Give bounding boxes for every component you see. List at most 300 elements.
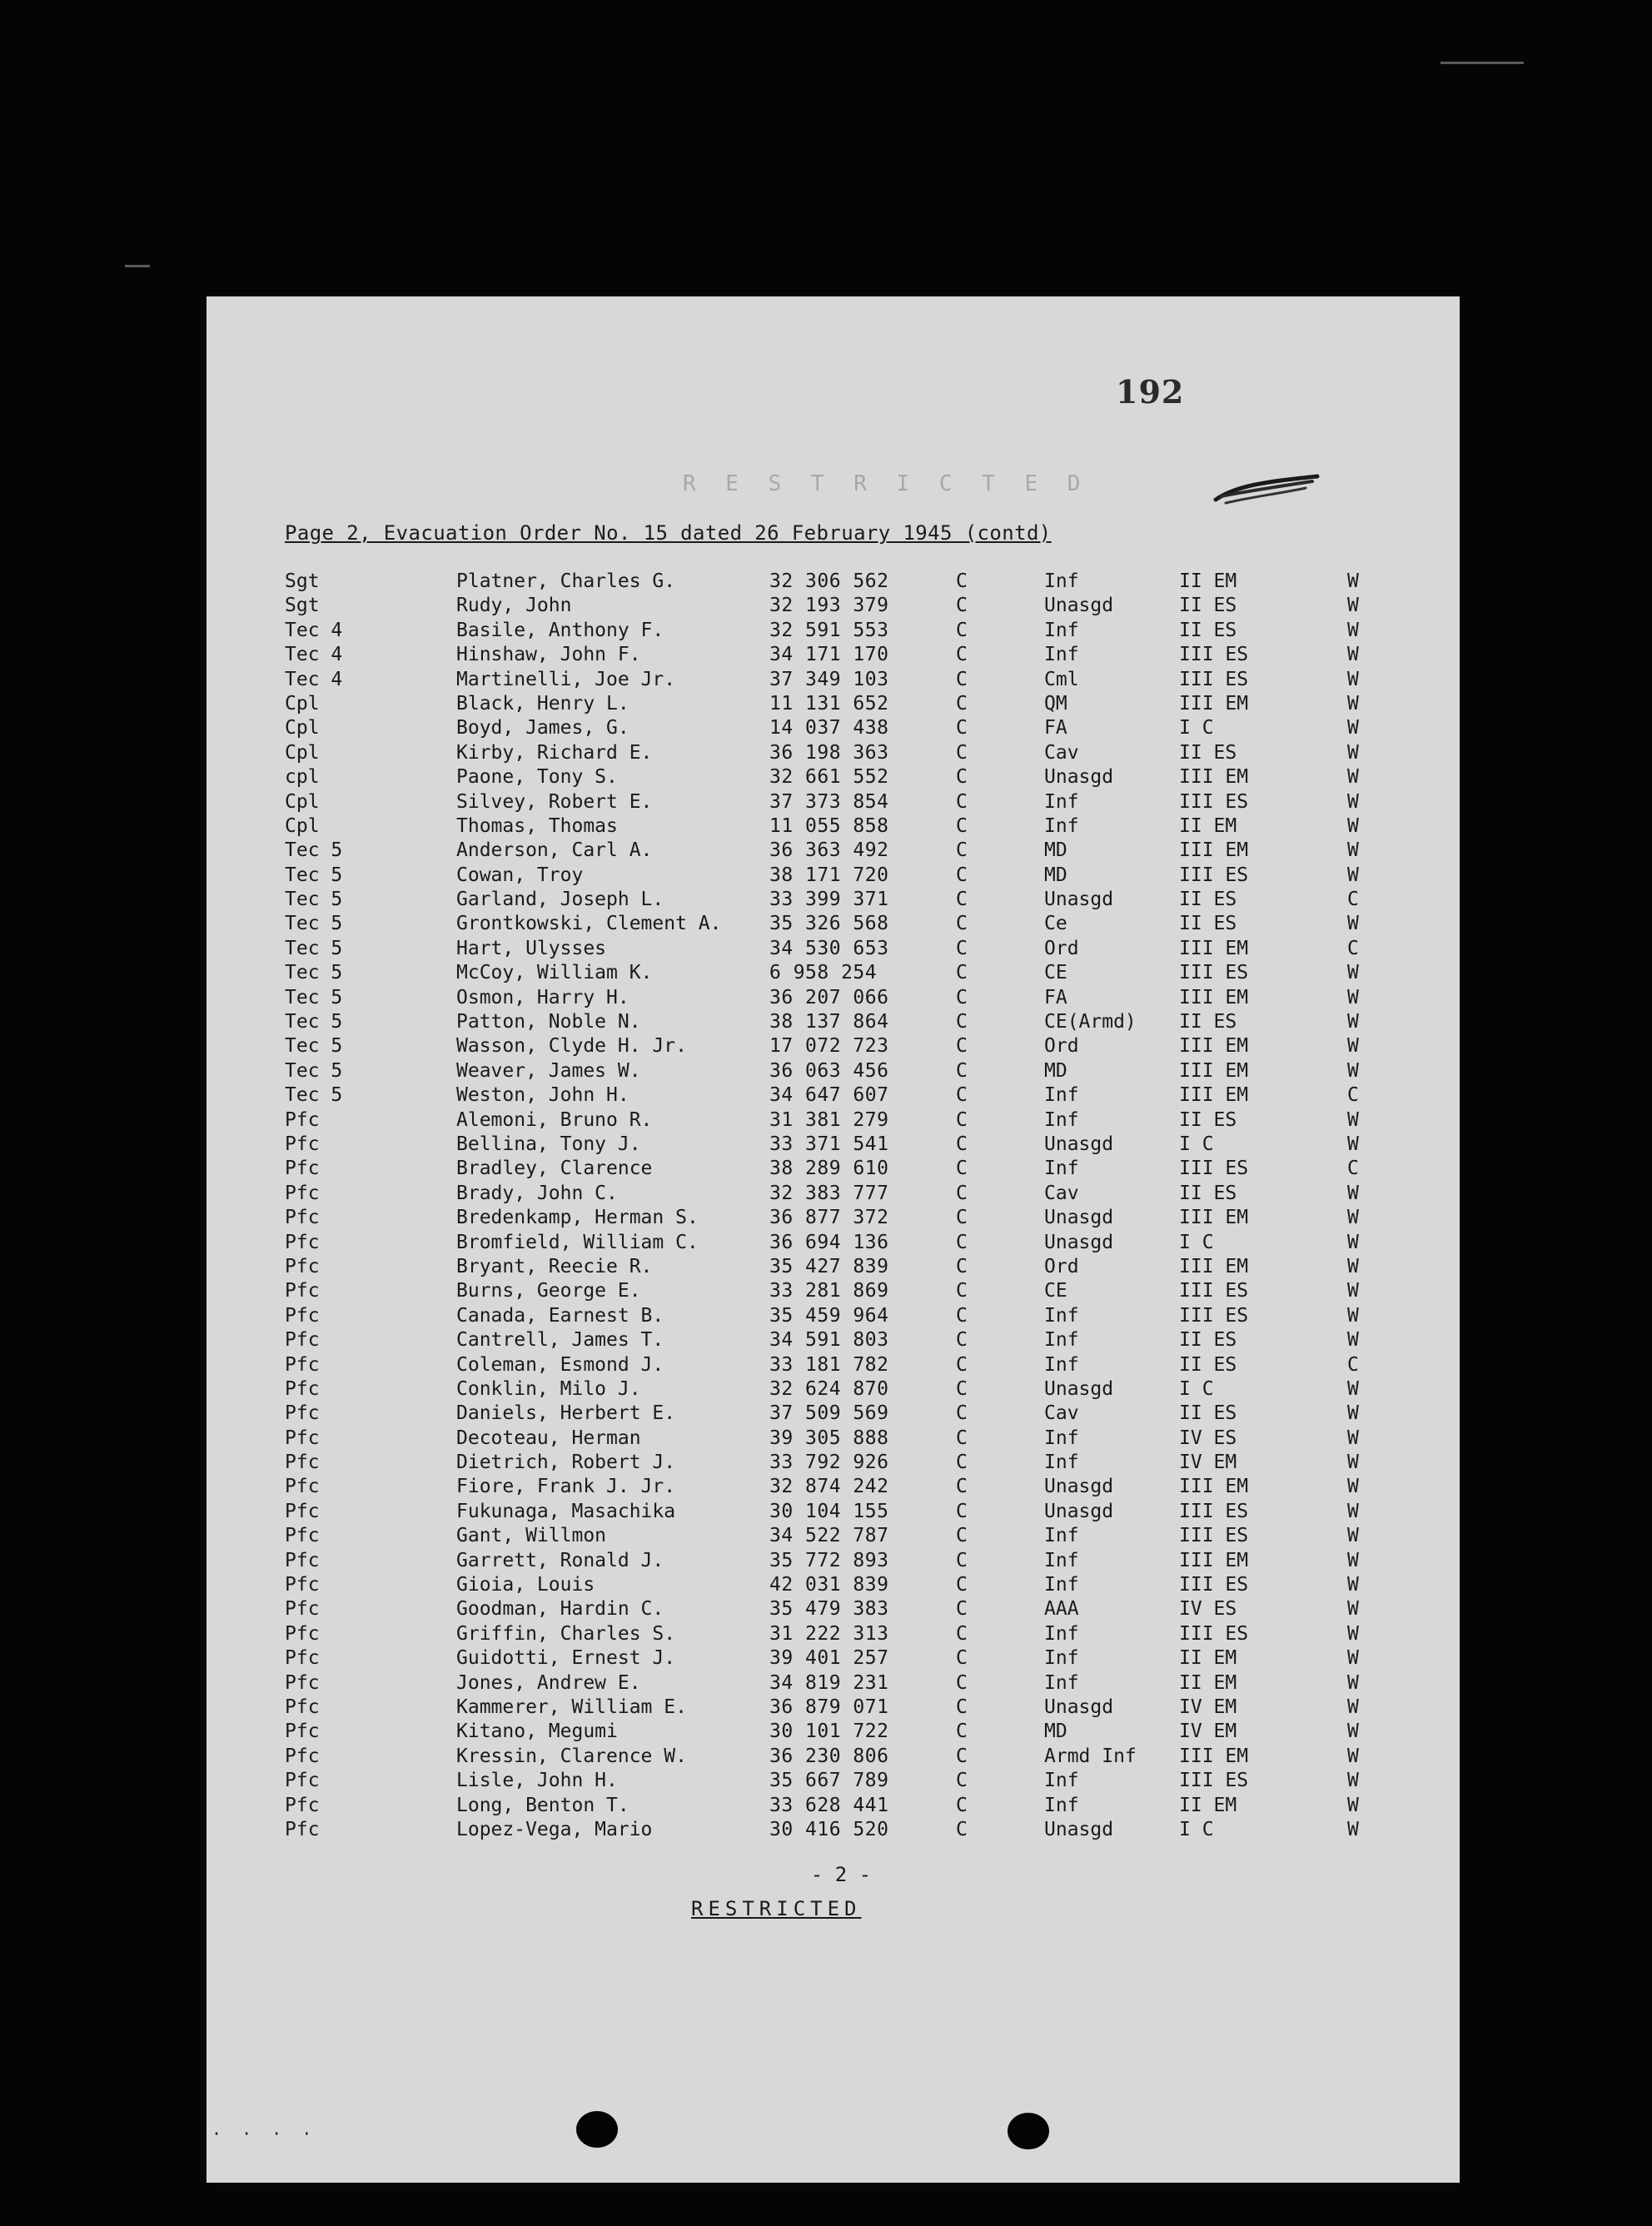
- status-cell: C: [956, 1329, 968, 1352]
- status-cell: C: [956, 1549, 968, 1571]
- roster-row: [285, 839, 1401, 863]
- class-cell: II ES: [1179, 1108, 1237, 1131]
- status-cell: C: [956, 1574, 968, 1596]
- class-cell: III EM: [1179, 839, 1249, 862]
- roster-row: [285, 1279, 1401, 1303]
- status-cell: C: [956, 1158, 968, 1180]
- page-header: Page 2, Evacuation Order No. 15 dated 26 February 1945 (contd): [285, 521, 1052, 545]
- status-cell: C: [956, 668, 968, 690]
- serial-number-cell: 33 399 371: [769, 889, 889, 911]
- serial-number-cell: 32 874 242: [769, 1476, 889, 1498]
- name-cell: Black, Henry L.: [456, 692, 629, 715]
- branch-cell: Unasgd: [1044, 1818, 1114, 1840]
- branch-cell: QM: [1044, 692, 1067, 715]
- rank-cell: Pfc: [285, 1207, 320, 1229]
- name-cell: Dietrich, Robert J.: [456, 1452, 676, 1474]
- class-cell: I C: [1179, 1231, 1214, 1253]
- disposition-cell: C: [1347, 889, 1359, 911]
- name-cell: Decoteau, Herman: [456, 1427, 641, 1449]
- roster-row: [285, 1818, 1401, 1842]
- class-cell: II ES: [1179, 889, 1237, 911]
- disposition-cell: W: [1347, 1329, 1359, 1352]
- roster-row: [285, 1745, 1401, 1769]
- class-cell: II EM: [1179, 1671, 1237, 1694]
- branch-cell: Inf: [1044, 1084, 1079, 1107]
- branch-cell: Inf: [1044, 1304, 1079, 1327]
- branch-cell: MD: [1044, 864, 1067, 886]
- disposition-cell: W: [1347, 741, 1359, 764]
- punch-hole: [576, 2111, 618, 2148]
- status-cell: C: [956, 1794, 968, 1816]
- status-cell: C: [956, 1476, 968, 1498]
- status-cell: C: [956, 766, 968, 789]
- status-cell: C: [956, 1231, 968, 1253]
- class-cell: II ES: [1179, 1329, 1237, 1352]
- serial-number-cell: 30 416 520: [769, 1818, 889, 1840]
- rank-cell: Pfc: [285, 1304, 320, 1327]
- branch-cell: Cav: [1044, 1182, 1079, 1204]
- serial-number-cell: 34 591 803: [769, 1329, 889, 1352]
- disposition-cell: W: [1347, 962, 1359, 984]
- branch-cell: Ord: [1044, 1255, 1079, 1277]
- roster-row: [285, 1769, 1401, 1793]
- roster-row: [285, 937, 1401, 961]
- name-cell: Brady, John C.: [456, 1182, 618, 1204]
- name-cell: Bredenkamp, Herman S.: [456, 1207, 699, 1229]
- name-cell: Hinshaw, John F.: [456, 644, 641, 666]
- disposition-cell: W: [1347, 1133, 1359, 1155]
- roster-row: [285, 986, 1401, 1010]
- serial-number-cell: 11 055 858: [769, 814, 889, 837]
- serial-number-cell: 32 306 562: [769, 570, 889, 592]
- class-cell: III ES: [1179, 644, 1249, 666]
- disposition-cell: W: [1347, 1427, 1359, 1449]
- disposition-cell: W: [1347, 644, 1359, 666]
- name-cell: Platner, Charles G.: [456, 570, 676, 592]
- name-cell: Alemoni, Bruno R.: [456, 1108, 653, 1131]
- branch-cell: Inf: [1044, 1427, 1079, 1449]
- punch-hole: [1008, 2113, 1049, 2149]
- class-cell: III EM: [1179, 937, 1249, 959]
- class-cell: II EM: [1179, 570, 1237, 592]
- serial-number-cell: 6 958 254: [769, 962, 878, 984]
- disposition-cell: W: [1347, 1011, 1359, 1033]
- branch-cell: Ord: [1044, 937, 1079, 959]
- branch-cell: Unasgd: [1044, 1231, 1114, 1253]
- branch-cell: Inf: [1044, 1353, 1079, 1376]
- name-cell: Conklin, Milo J.: [456, 1377, 641, 1400]
- class-cell: III ES: [1179, 1770, 1249, 1792]
- class-cell: III ES: [1179, 864, 1249, 886]
- disposition-cell: W: [1347, 1182, 1359, 1204]
- status-cell: C: [956, 1427, 968, 1449]
- rank-cell: Sgt: [285, 595, 320, 617]
- name-cell: Basile, Anthony F.: [456, 619, 664, 641]
- roster-row: [285, 1646, 1401, 1671]
- rank-cell: Pfc: [285, 1427, 320, 1449]
- serial-number-cell: 32 193 379: [769, 595, 889, 617]
- status-cell: C: [956, 1133, 968, 1155]
- roster-row: [285, 594, 1401, 618]
- disposition-cell: W: [1347, 839, 1359, 862]
- stamped-page-number: 192: [1116, 373, 1185, 411]
- name-cell: Anderson, Carl A.: [456, 839, 653, 862]
- status-cell: C: [956, 1059, 968, 1082]
- roster-row: [285, 1133, 1401, 1157]
- name-cell: Garrett, Ronald J.: [456, 1549, 664, 1571]
- disposition-cell: W: [1347, 1108, 1359, 1131]
- rank-cell: Pfc: [285, 1500, 320, 1522]
- serial-number-cell: 37 349 103: [769, 668, 889, 690]
- serial-number-cell: 36 877 372: [769, 1207, 889, 1229]
- name-cell: Griffin, Charles S.: [456, 1622, 676, 1645]
- name-cell: Rudy, John: [456, 595, 572, 617]
- status-cell: C: [956, 839, 968, 862]
- status-cell: C: [956, 1377, 968, 1400]
- serial-number-cell: 11 131 652: [769, 692, 889, 715]
- serial-number-cell: 34 647 607: [769, 1084, 889, 1107]
- class-cell: II EM: [1179, 814, 1237, 837]
- rank-cell: Sgt: [285, 570, 320, 592]
- serial-number-cell: 33 281 869: [769, 1280, 889, 1302]
- scan-artifact: [1441, 62, 1524, 64]
- class-cell: III ES: [1179, 1622, 1249, 1645]
- name-cell: Burns, George E.: [456, 1280, 641, 1302]
- disposition-cell: W: [1347, 1452, 1359, 1474]
- roster-row: [285, 1255, 1401, 1279]
- rank-cell: Tec 5: [285, 1059, 343, 1082]
- branch-cell: Inf: [1044, 1525, 1079, 1547]
- roster-row: [285, 1622, 1401, 1646]
- status-cell: C: [956, 962, 968, 984]
- status-cell: C: [956, 1084, 968, 1107]
- rank-cell: Tec 5: [285, 864, 343, 886]
- branch-cell: MD: [1044, 1721, 1067, 1743]
- name-cell: Wasson, Clyde H. Jr.: [456, 1035, 687, 1058]
- disposition-cell: W: [1347, 1647, 1359, 1670]
- disposition-cell: W: [1347, 986, 1359, 1008]
- serial-number-cell: 32 591 553: [769, 619, 889, 641]
- disposition-cell: C: [1347, 1158, 1359, 1180]
- roster-row: [285, 1500, 1401, 1524]
- branch-cell: Inf: [1044, 1452, 1079, 1474]
- class-cell: III ES: [1179, 1304, 1249, 1327]
- class-cell: II EM: [1179, 1794, 1237, 1816]
- status-cell: C: [956, 1353, 968, 1376]
- rank-cell: Pfc: [285, 1353, 320, 1376]
- roster-row: [285, 1353, 1401, 1377]
- rank-cell: Tec 5: [285, 839, 343, 862]
- roster-row: [285, 1451, 1401, 1475]
- serial-number-cell: 38 289 610: [769, 1158, 889, 1180]
- serial-number-cell: 36 230 806: [769, 1745, 889, 1767]
- branch-cell: MD: [1044, 1059, 1067, 1082]
- disposition-cell: W: [1347, 1402, 1359, 1425]
- class-cell: II ES: [1179, 741, 1237, 764]
- rank-cell: Pfc: [285, 1622, 320, 1645]
- disposition-cell: W: [1347, 595, 1359, 617]
- name-cell: Bryant, Reecie R.: [456, 1255, 653, 1277]
- roster-row: [285, 619, 1401, 643]
- branch-cell: Inf: [1044, 570, 1079, 592]
- branch-cell: Unasgd: [1044, 1377, 1114, 1400]
- rank-cell: Pfc: [285, 1549, 320, 1571]
- rank-cell: Tec 5: [285, 1011, 343, 1033]
- status-cell: C: [956, 1280, 968, 1302]
- rank-cell: Pfc: [285, 1770, 320, 1792]
- name-cell: Osmon, Harry H.: [456, 986, 629, 1008]
- disposition-cell: W: [1347, 1035, 1359, 1058]
- roster-row: [285, 814, 1401, 839]
- status-cell: C: [956, 986, 968, 1008]
- status-cell: C: [956, 1671, 968, 1694]
- status-cell: C: [956, 1525, 968, 1547]
- disposition-cell: W: [1347, 1818, 1359, 1840]
- serial-number-cell: 34 171 170: [769, 644, 889, 666]
- name-cell: Garland, Joseph L.: [456, 889, 664, 911]
- name-cell: Coleman, Esmond J.: [456, 1353, 664, 1376]
- disposition-cell: W: [1347, 1059, 1359, 1082]
- branch-cell: Cav: [1044, 1402, 1079, 1425]
- rank-cell: Cpl: [285, 717, 320, 740]
- roster-row: [285, 643, 1401, 667]
- branch-cell: Cml: [1044, 668, 1079, 690]
- status-cell: C: [956, 1745, 968, 1767]
- roster-row: [285, 1720, 1401, 1744]
- class-cell: I C: [1179, 717, 1214, 740]
- name-cell: Bradley, Clarence: [456, 1158, 653, 1180]
- roster-row: [285, 1010, 1401, 1034]
- branch-cell: Inf: [1044, 790, 1079, 813]
- status-cell: C: [956, 1647, 968, 1670]
- roster-row: [285, 741, 1401, 765]
- rank-cell: Pfc: [285, 1671, 320, 1694]
- serial-number-cell: 35 326 568: [769, 913, 889, 935]
- roster-row: [285, 1377, 1401, 1402]
- class-cell: II ES: [1179, 1353, 1237, 1376]
- serial-number-cell: 36 694 136: [769, 1231, 889, 1253]
- rank-cell: Pfc: [285, 1696, 320, 1718]
- disposition-cell: W: [1347, 1671, 1359, 1694]
- rank-cell: Tec 5: [285, 913, 343, 935]
- disposition-cell: W: [1347, 1476, 1359, 1498]
- status-cell: C: [956, 692, 968, 715]
- roster-row: [285, 570, 1401, 594]
- roster-row: [285, 1475, 1401, 1499]
- roster-row: [285, 1034, 1401, 1058]
- disposition-cell: W: [1347, 1304, 1359, 1327]
- serial-number-cell: 34 522 787: [769, 1525, 889, 1547]
- class-cell: IV ES: [1179, 1427, 1237, 1449]
- class-cell: II ES: [1179, 619, 1237, 641]
- serial-number-cell: 35 427 839: [769, 1255, 889, 1277]
- status-cell: C: [956, 864, 968, 886]
- branch-cell: Cav: [1044, 741, 1079, 764]
- roster-row: [285, 1696, 1401, 1720]
- status-cell: C: [956, 1011, 968, 1033]
- branch-cell: Unasgd: [1044, 1476, 1114, 1498]
- name-cell: Martinelli, Joe Jr.: [456, 668, 676, 690]
- serial-number-cell: 32 624 870: [769, 1377, 889, 1400]
- serial-number-cell: 37 509 569: [769, 1402, 889, 1425]
- rank-cell: Cpl: [285, 741, 320, 764]
- serial-number-cell: 36 198 363: [769, 741, 889, 764]
- branch-cell: Inf: [1044, 619, 1079, 641]
- name-cell: Daniels, Herbert E.: [456, 1402, 676, 1425]
- branch-cell: Inf: [1044, 1671, 1079, 1694]
- branch-cell: FA: [1044, 717, 1067, 740]
- roster-row: [285, 1328, 1401, 1352]
- disposition-cell: W: [1347, 1696, 1359, 1718]
- status-cell: C: [956, 1182, 968, 1204]
- name-cell: Bromfield, William C.: [456, 1231, 699, 1253]
- branch-cell: Inf: [1044, 1770, 1079, 1792]
- ink-scribble-mark: [1212, 468, 1321, 510]
- branch-cell: Ord: [1044, 1035, 1079, 1058]
- branch-cell: Unasgd: [1044, 766, 1114, 789]
- class-cell: IV ES: [1179, 1598, 1237, 1621]
- ink-specks: · · · ·: [211, 2124, 317, 2144]
- branch-cell: Inf: [1044, 1549, 1079, 1571]
- status-cell: C: [956, 1304, 968, 1327]
- serial-number-cell: 33 628 441: [769, 1794, 889, 1816]
- branch-cell: Unasgd: [1044, 1207, 1114, 1229]
- name-cell: Boyd, James, G.: [456, 717, 629, 740]
- roster-row: [285, 1573, 1401, 1597]
- rank-cell: Tec 5: [285, 986, 343, 1008]
- disposition-cell: W: [1347, 570, 1359, 592]
- rank-cell: Pfc: [285, 1255, 320, 1277]
- name-cell: Cowan, Troy: [456, 864, 584, 886]
- status-cell: C: [956, 717, 968, 740]
- rank-cell: Pfc: [285, 1108, 320, 1131]
- roster-row: [285, 1402, 1401, 1426]
- disposition-cell: W: [1347, 790, 1359, 813]
- status-cell: C: [956, 814, 968, 837]
- status-cell: C: [956, 1721, 968, 1743]
- disposition-cell: W: [1347, 1794, 1359, 1816]
- disposition-cell: W: [1347, 1745, 1359, 1767]
- rank-cell: Pfc: [285, 1133, 320, 1155]
- disposition-cell: W: [1347, 1770, 1359, 1792]
- rank-cell: Cpl: [285, 814, 320, 837]
- branch-cell: CE(Armd): [1044, 1011, 1137, 1033]
- rank-cell: Pfc: [285, 1574, 320, 1596]
- serial-number-cell: 33 371 541: [769, 1133, 889, 1155]
- roster-row: [285, 1597, 1401, 1621]
- disposition-cell: W: [1347, 1207, 1359, 1229]
- roster-row: [285, 668, 1401, 692]
- disposition-cell: W: [1347, 619, 1359, 641]
- class-cell: IV EM: [1179, 1721, 1237, 1743]
- serial-number-cell: 35 667 789: [769, 1770, 889, 1792]
- status-cell: C: [956, 1598, 968, 1621]
- branch-cell: FA: [1044, 986, 1067, 1008]
- serial-number-cell: 35 459 964: [769, 1304, 889, 1327]
- name-cell: Kammerer, William E.: [456, 1696, 687, 1718]
- branch-cell: CE: [1044, 962, 1067, 984]
- disposition-cell: W: [1347, 1598, 1359, 1621]
- branch-cell: Ce: [1044, 913, 1067, 935]
- branch-cell: AAA: [1044, 1598, 1079, 1621]
- serial-number-cell: 37 373 854: [769, 790, 889, 813]
- class-cell: III EM: [1179, 1745, 1249, 1767]
- class-cell: III EM: [1179, 692, 1249, 715]
- roster-row: [285, 1182, 1401, 1206]
- disposition-cell: W: [1347, 766, 1359, 789]
- personnel-roster: [285, 570, 1401, 1842]
- status-cell: C: [956, 1207, 968, 1229]
- roster-row: [285, 1059, 1401, 1083]
- page-number: - 2 -: [810, 1863, 872, 1886]
- footer-classification: RESTRICTED: [691, 1897, 862, 1920]
- disposition-cell: W: [1347, 814, 1359, 837]
- disposition-cell: W: [1347, 913, 1359, 935]
- roster-row: [285, 790, 1401, 814]
- class-cell: II ES: [1179, 1182, 1237, 1204]
- disposition-cell: W: [1347, 864, 1359, 886]
- rank-cell: Pfc: [285, 1476, 320, 1498]
- disposition-cell: W: [1347, 717, 1359, 740]
- scan-artifact: [125, 265, 150, 267]
- status-cell: C: [956, 741, 968, 764]
- disposition-cell: W: [1347, 1525, 1359, 1547]
- status-cell: C: [956, 790, 968, 813]
- branch-cell: Inf: [1044, 644, 1079, 666]
- branch-cell: Unasgd: [1044, 1133, 1114, 1155]
- serial-number-cell: 38 171 720: [769, 864, 889, 886]
- name-cell: McCoy, William K.: [456, 962, 653, 984]
- status-cell: C: [956, 595, 968, 617]
- rank-cell: Cpl: [285, 692, 320, 715]
- branch-cell: Unasgd: [1044, 889, 1114, 911]
- disposition-cell: W: [1347, 1231, 1359, 1253]
- roster-row: [285, 1549, 1401, 1573]
- serial-number-cell: 36 363 492: [769, 839, 889, 862]
- disposition-cell: W: [1347, 1549, 1359, 1571]
- rank-cell: Pfc: [285, 1721, 320, 1743]
- rank-cell: Pfc: [285, 1647, 320, 1670]
- name-cell: Guidotti, Ernest J.: [456, 1647, 676, 1670]
- roster-row: [285, 692, 1401, 716]
- class-cell: I C: [1179, 1818, 1214, 1840]
- class-cell: IV EM: [1179, 1696, 1237, 1718]
- name-cell: Kirby, Richard E.: [456, 741, 653, 764]
- class-cell: III ES: [1179, 1525, 1249, 1547]
- status-cell: C: [956, 619, 968, 641]
- disposition-cell: W: [1347, 1721, 1359, 1743]
- disposition-cell: W: [1347, 1574, 1359, 1596]
- class-cell: III ES: [1179, 790, 1249, 813]
- serial-number-cell: 36 207 066: [769, 986, 889, 1008]
- rank-cell: cpl: [285, 766, 320, 789]
- serial-number-cell: 31 222 313: [769, 1622, 889, 1645]
- class-cell: III ES: [1179, 1280, 1249, 1302]
- rank-cell: Pfc: [285, 1182, 320, 1204]
- name-cell: Gioia, Louis: [456, 1574, 595, 1596]
- serial-number-cell: 35 772 893: [769, 1549, 889, 1571]
- serial-number-cell: 35 479 383: [769, 1598, 889, 1621]
- name-cell: Grontkowski, Clement A.: [456, 913, 722, 935]
- rank-cell: Tec 4: [285, 644, 343, 666]
- serial-number-cell: 31 381 279: [769, 1108, 889, 1131]
- class-cell: III ES: [1179, 1500, 1249, 1522]
- rank-cell: Tec 5: [285, 962, 343, 984]
- branch-cell: Unasgd: [1044, 595, 1114, 617]
- serial-number-cell: 14 037 438: [769, 717, 889, 740]
- name-cell: Fukunaga, Masachika: [456, 1500, 676, 1522]
- name-cell: Hart, Ulysses: [456, 937, 607, 959]
